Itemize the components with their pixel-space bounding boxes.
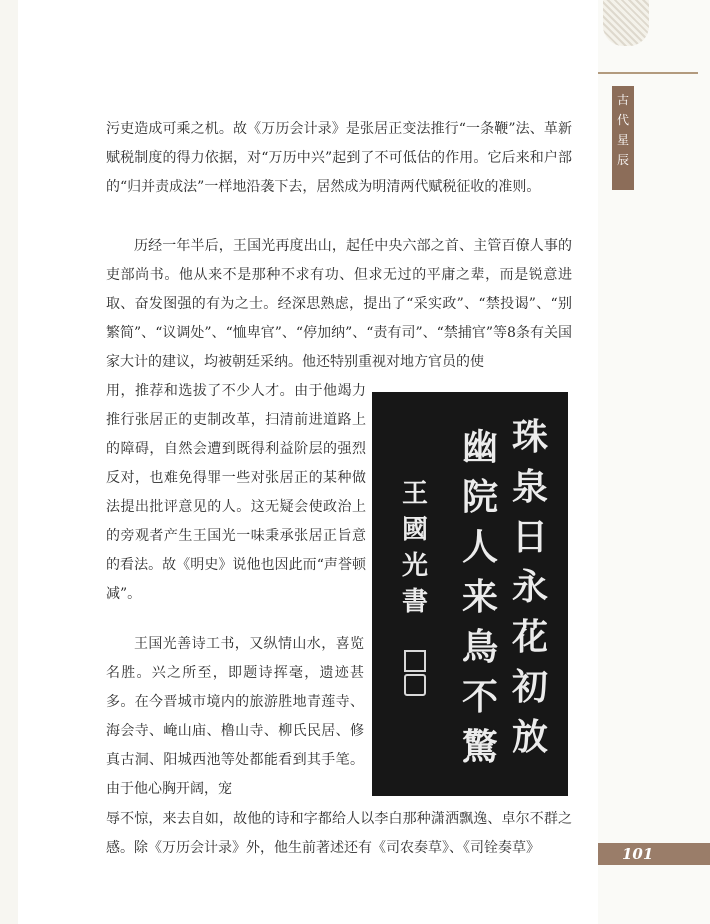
corner-ornament-icon <box>603 0 649 46</box>
calligraphy-char: 泉 <box>512 466 549 508</box>
calligraphy-char: 永 <box>512 566 549 608</box>
chapter-tab-char: 古 <box>616 93 629 107</box>
calligraphy-char: 光 <box>402 551 429 581</box>
margin-divider <box>598 72 698 74</box>
calligraphy-char: 驚 <box>462 726 499 768</box>
calligraphy-column-1 <box>512 412 548 762</box>
calligraphy-char: 國 <box>402 515 429 545</box>
calligraphy-char: 不 <box>462 676 499 718</box>
calligraphy-char: 花 <box>512 616 549 658</box>
calligraphy-char: 珠 <box>512 416 549 458</box>
chapter-tab-char: 星 <box>616 133 629 147</box>
calligraphy-char: 鳥 <box>462 626 499 668</box>
calligraphy-char: 人 <box>462 526 499 568</box>
seal-stamp-icon <box>404 674 426 696</box>
calligraphy-char: 日 <box>512 516 549 558</box>
calligraphy-char: 王 <box>402 479 429 509</box>
page-number: 101 <box>622 845 654 863</box>
chapter-tab-char: 辰 <box>616 153 629 167</box>
paragraph-1: 污吏造成可乘之机。故《万历会计录》是张居正变法推行“一条鞭”法、革新赋税制度的得力依据，对“万历中兴”起到了不可低估的作用。它后来和户部的“归并责成法”一样地沿袭下去，居然成为明清两代赋税征收的准则。 <box>106 121 572 195</box>
calligraphy-signature <box>402 476 428 620</box>
calligraphy-char: 院 <box>462 476 499 518</box>
paragraph-2: 历经一年半后，王国光再度出山，起任中央六部之首、主管百僚人事的吏部尚书。他从来不是那种不求有功、但求无过的平庸之辈，而是锐意进取、奋发图强的有为之士。经深思熟虑，提出了“采实政”、“禁投谒”、“别繁简”、“议调处”、“恤卑官”、“停加纳”、“责有司”、“禁捕官”等8条有关国家大计的建议，均被朝廷采纳。他还特别重视对地方官员的使 <box>106 238 572 370</box>
paragraph-2-continued: 用，推荐和选拔了不少人才。由于他竭力推行张居正的吏制改革，扫清前进道路上的障碍，自然会遭到既得利益阶层的强烈反对，也难免得罪一些对张居正的某种做法提出批评意见的人。这无疑会使政治上的旁观者产生王国光一味秉承张居正旨意的看法。故《明史》说他也因此而“声誉顿减”。 <box>106 383 366 602</box>
calligraphy-char: 幽 <box>462 426 499 468</box>
chapter-tab <box>612 86 634 190</box>
calligraphy-column-2 <box>462 422 498 772</box>
paragraph-3-continued: 辱不惊，来去自如，故他的诗和字都给人以李白那种潇洒飘逸、卓尔不群之感。除《万历会计录》外，他生前著述还有《司农奏草》、《司铨奏草》 <box>106 811 572 856</box>
calligraphy-char: 初 <box>512 666 549 708</box>
page-number-bar <box>598 843 710 865</box>
calligraphy-char: 来 <box>462 576 499 618</box>
calligraphy-char: 書 <box>402 587 429 617</box>
paragraph-3: 王国光善诗工书，又纵情山水，喜览名胜。兴之所至，即题诗挥毫，遗迹甚多。在今晋城市境内的旅游胜地青莲寺、海会寺、崦山庙、橹山寺、柳氏民居、修真古洞、阳城西池等处都能看到其手笔。由于他心胸开阔，宠 <box>106 636 364 797</box>
calligraphy-image <box>372 392 568 796</box>
chapter-tab-char: 代 <box>616 113 629 127</box>
seal-stamp-icon <box>404 650 426 672</box>
calligraphy-char: 放 <box>512 716 549 758</box>
